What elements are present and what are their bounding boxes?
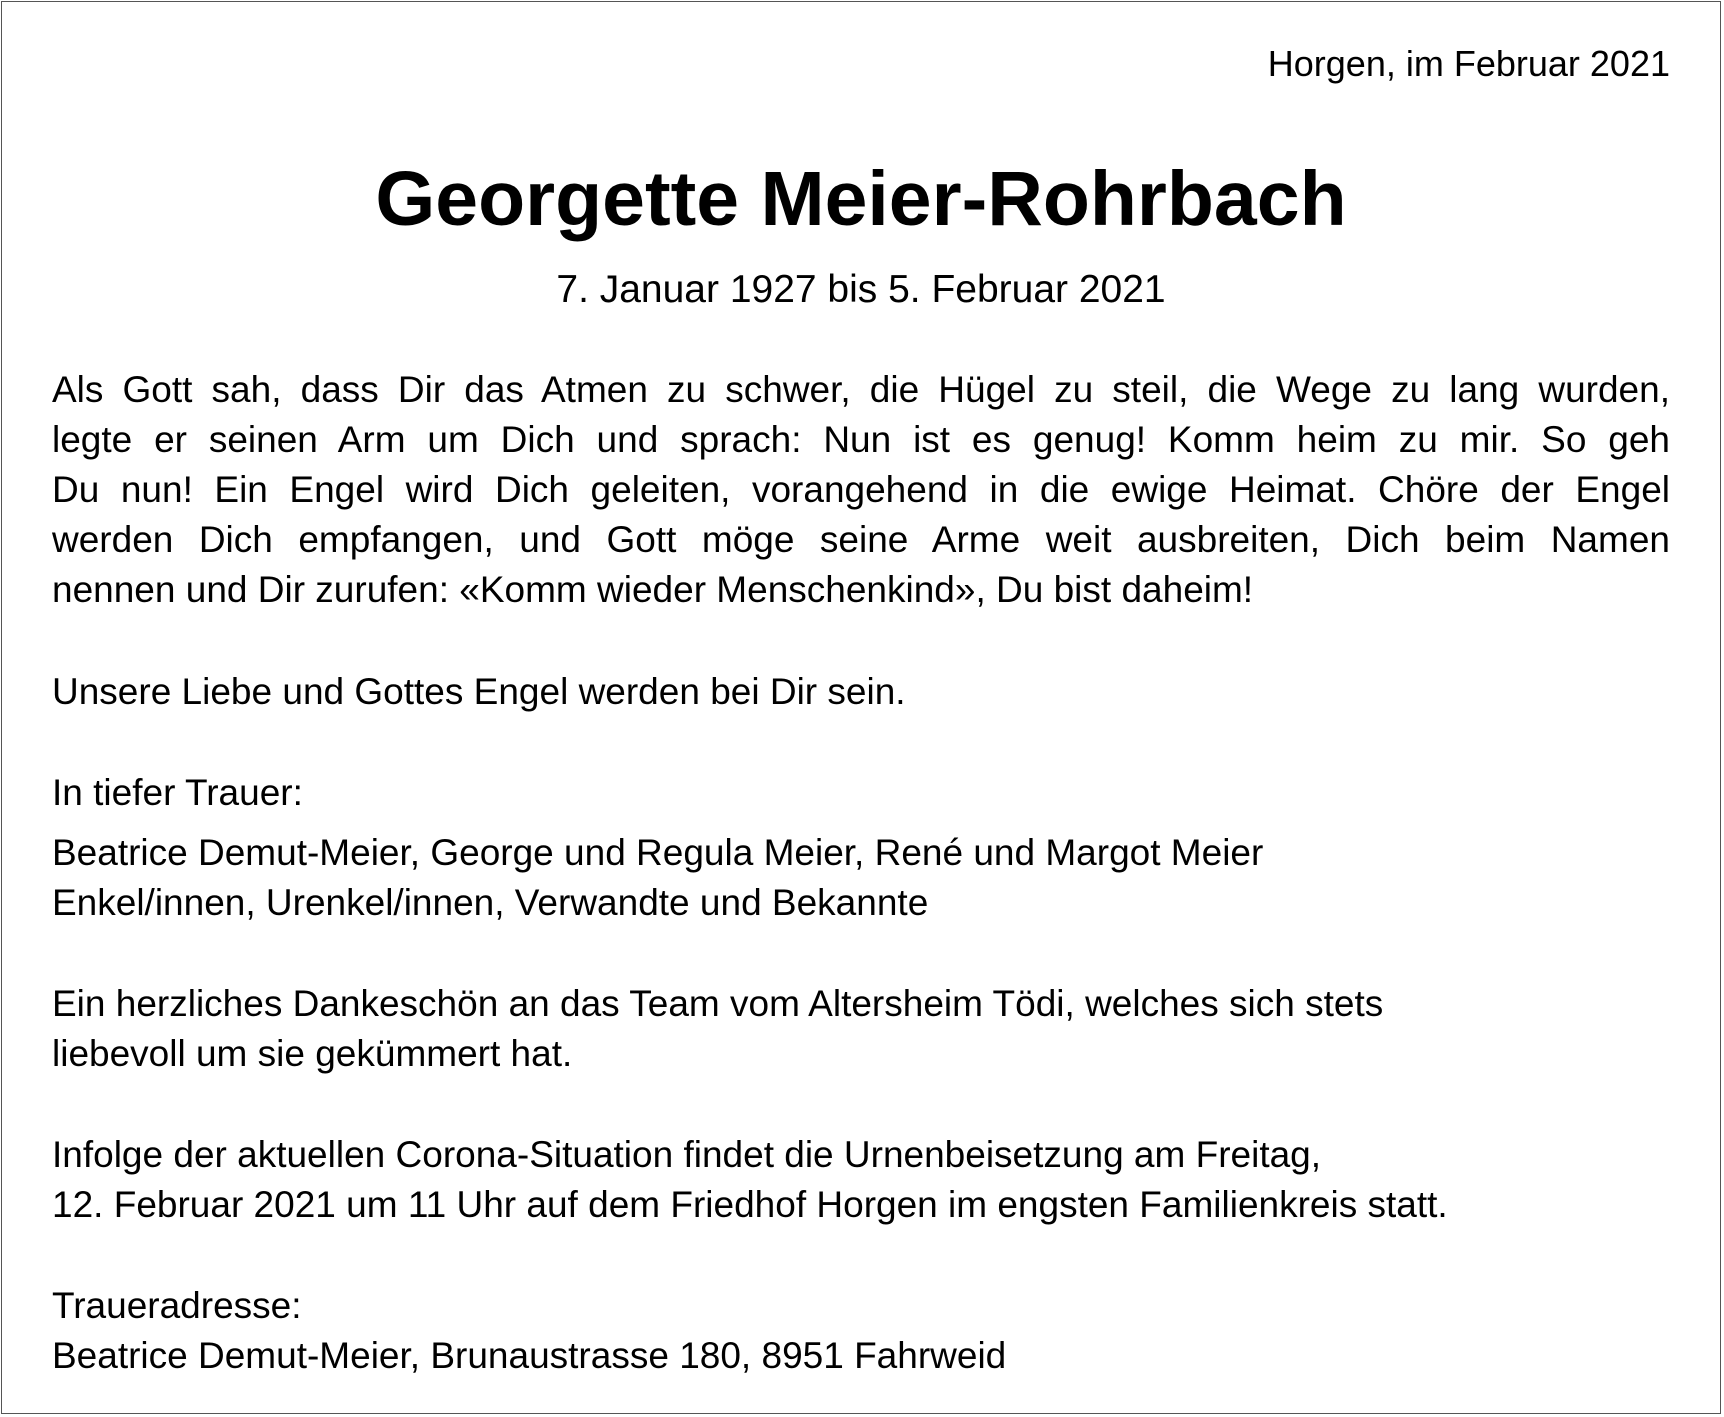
burial-line: Infolge der aktuellen Corona-Situation findet die Urnenbeisetzung am Freitag,: [52, 1134, 1322, 1175]
poem-line: Du nun! Ein Engel wird Dich geleiten, vorangehend in die ewige Heimat. Chöre der Engel: [52, 469, 1670, 510]
poem-line: Als Gott sah, dass Dir das Atmen zu schwer, die Hügel zu steil, die Wege zu lang wurden,: [52, 369, 1670, 410]
love-line: Unsere Liebe und Gottes Engel werden bei Dir sein.: [52, 671, 906, 712]
thanks-paragraph: [52, 979, 1670, 1079]
mourning-intro: [52, 768, 1670, 818]
poem-paragraph: [52, 365, 1670, 615]
mourners-line: Enkel/innen, Urenkel/innen, Verwandte und Bekannte: [52, 882, 929, 923]
poem-line: legte er seinen Arm um Dich und sprach: Nun ist es genug! Komm heim zu mir. So geh: [52, 419, 1670, 460]
burial-paragraph: [52, 1130, 1670, 1230]
obituary-notice: [1, 1, 1721, 1414]
mourners-list: [52, 828, 1670, 928]
burial-line: 12. Februar 2021 um 11 Uhr auf dem Friedhof Horgen im engsten Familienkreis statt.: [52, 1184, 1448, 1225]
love-paragraph: [52, 667, 1670, 717]
mourning-address: [52, 1281, 1670, 1381]
life-dates: 7. Januar 1927 bis 5. Februar 2021: [556, 268, 1166, 311]
poem-line: nennen und Dir zurufen: «Komm wieder Menschenkind», Du bist daheim!: [52, 569, 1254, 610]
address-value: Beatrice Demut-Meier, Brunaustrasse 180, 8951 Fahrweid: [52, 1335, 1007, 1376]
deceased-name: Georgette Meier-Rohrbach: [375, 156, 1347, 242]
mourners-line: Beatrice Demut-Meier, George und Regula Meier, René und Margot Meier: [52, 832, 1264, 873]
place-date: Horgen, im Februar 2021: [1267, 43, 1670, 84]
thanks-line: Ein herzliches Dankeschön an das Team vom Altersheim Tödi, welches sich stets: [52, 983, 1384, 1024]
mourning-intro-text: In tiefer Trauer:: [52, 772, 303, 813]
thanks-line: liebevoll um sie gekümmert hat.: [52, 1033, 573, 1074]
poem-line: werden Dich empfangen, und Gott möge seine Arme weit ausbreiten, Dich beim Namen: [52, 519, 1670, 560]
address-label: Traueradresse:: [52, 1285, 302, 1326]
